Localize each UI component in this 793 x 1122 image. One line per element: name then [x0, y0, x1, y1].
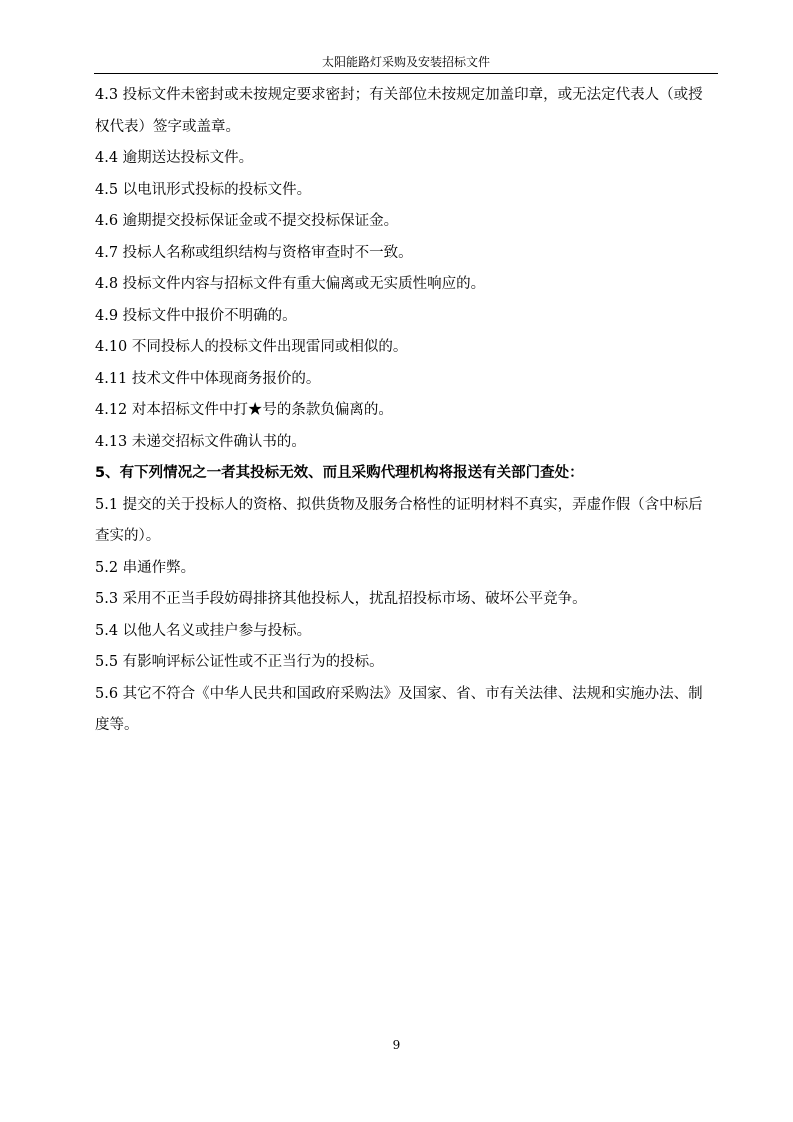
paragraph-4-13: 4.13 未递交招标文件确认书的。 [95, 433, 306, 450]
paragraph-4-8: 4.8 投标文件内容与招标文件有重大偏离或无实质性响应的。 [95, 276, 486, 292]
paragraph-4-10: 4.10 不同投标人的投标文件出现雷同或相似的。 [95, 339, 408, 355]
paragraph-4-9: 4.9 投标文件中报价不明确的。 [95, 307, 297, 324]
paragraph-5-5: 5.5 有影响评标公证性或不正当行为的投标。 [95, 654, 384, 670]
document-body [95, 80, 715, 742]
paragraph-4-12: 4.12 对本招标文件中打★号的条款负偏离的。 [95, 402, 393, 418]
paragraph-5-4: 5.4 以他人名义或挂户参与投标。 [95, 622, 312, 639]
paragraph-4-11: 4.11 技术文件中体现商务报价的。 [95, 370, 321, 387]
section-heading-5: 5、有下列情况之一者其投标无效、而且采购代理机构将报送有关部门查处： [95, 465, 584, 481]
paragraph-5-3: 5.3 采用不正当手段妨碍排挤其他投标人，扰乱招投标市场、破坏公平竞争。 [95, 591, 587, 607]
page-header: 太阳能路灯采购及安装招标文件 [321, 55, 490, 69]
paragraph-4-5: 4.5 以电讯形式投标的投标文件。 [95, 181, 312, 198]
paragraph-4-4: 4.4 逾期送达投标文件。 [95, 150, 254, 166]
paragraph-4-3: 4.3 投标文件未密封或未按规定要求密封；有关部位未按规定加盖印章，或无法定代表人（或授权代表）签字或盖章。 [95, 87, 703, 135]
header-divider [94, 73, 718, 74]
paragraph-4-6: 4.6 逾期提交投标保证金或不提交投标保证金。 [95, 213, 399, 229]
paragraph-4-7: 4.7 投标人名称或组织结构与资格审查时不一致。 [95, 244, 413, 261]
paragraph-5-1: 5.1 提交的关于投标人的资格、拟供货物及服务合格性的证明材料不真实，弄虚作假（含中标后查实的）。 [95, 496, 703, 544]
paragraph-5-6: 5.6 其它不符合《中华人民共和国政府采购法》及国家、省、市有关法律、法规和实施办法、制度等。 [95, 685, 703, 733]
paragraph-5-2: 5.2 串通作弊。 [95, 559, 196, 576]
page-number: 9 [392, 1038, 401, 1052]
